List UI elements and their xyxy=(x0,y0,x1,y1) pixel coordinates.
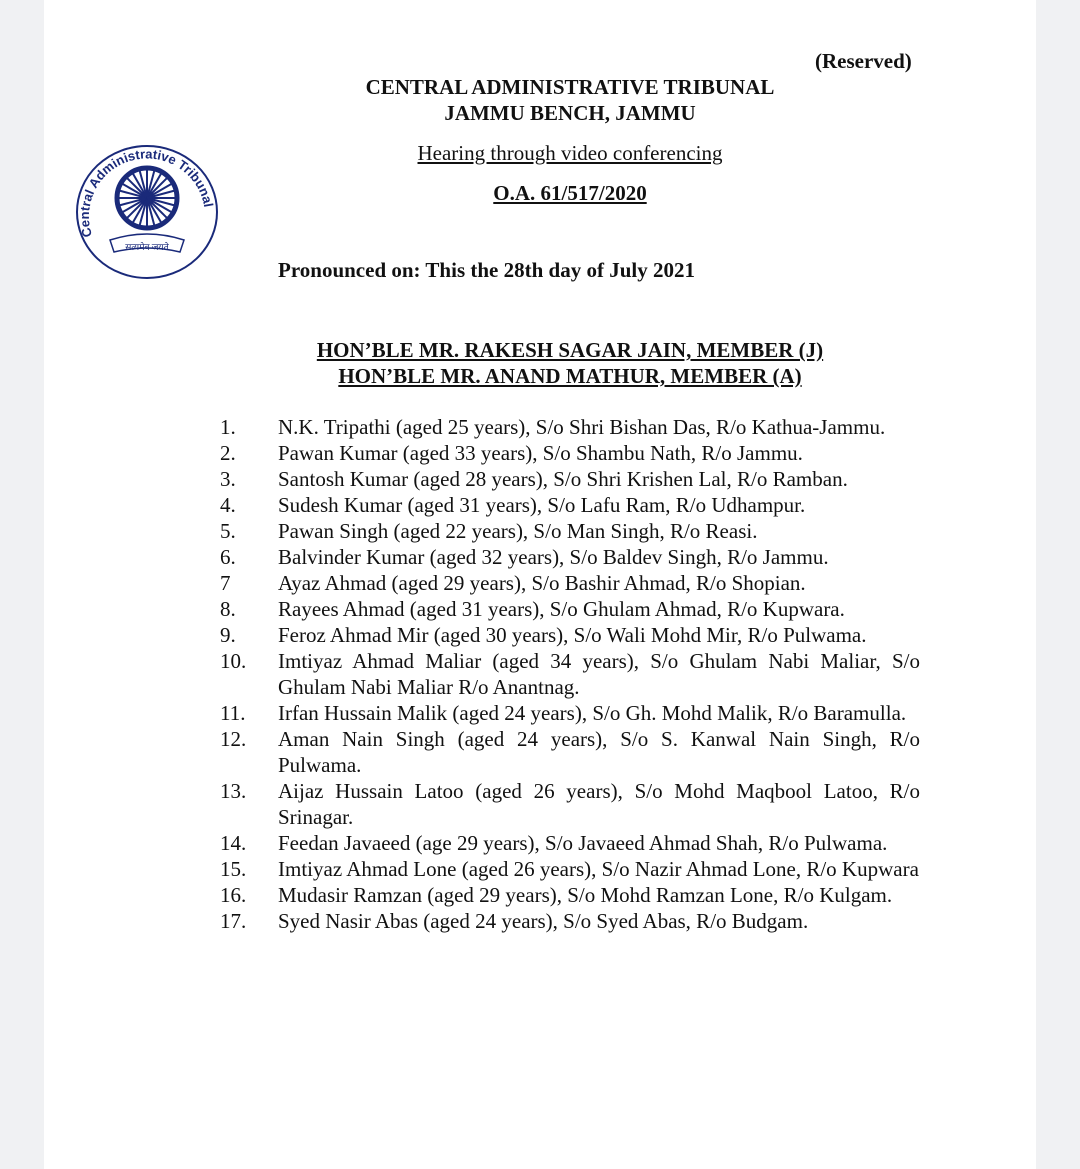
item-number: 5. xyxy=(220,519,236,543)
applicant-item xyxy=(220,492,920,518)
applicant-text: Feroz Ahmad Mir (aged 30 years), S/o Wali Mohd Mir, R/o Pulwama. xyxy=(278,623,867,647)
applicant-item xyxy=(220,440,920,466)
applicant-item xyxy=(220,466,920,492)
applicant-item xyxy=(220,544,920,570)
applicant-item xyxy=(220,622,920,648)
applicant-item xyxy=(220,830,920,856)
applicant-text: Aijaz Hussain Latoo (aged 26 years), S/o Mohd Maqbool Latoo, R/o Srinagar. xyxy=(278,779,920,829)
applicant-text: Balvinder Kumar (aged 32 years), S/o Baldev Singh, R/o Jammu. xyxy=(278,545,829,569)
item-number: 14. xyxy=(220,831,247,855)
bench-member-1: HON’BLE MR. RAKESH SAGAR JAIN, MEMBER (J) xyxy=(316,338,824,362)
applicant-item xyxy=(220,414,920,440)
applicant-item xyxy=(220,882,920,908)
applicant-item xyxy=(220,518,920,544)
bench-member-2: HON’BLE MR. ANAND MATHUR, MEMBER (A) xyxy=(338,364,802,388)
item-number: 15. xyxy=(220,857,247,881)
applicant-item xyxy=(220,778,920,830)
bench-location: JAMMU BENCH, JAMMU xyxy=(444,101,696,125)
applicants-list xyxy=(220,414,920,934)
applicant-text: Aman Nain Singh (aged 24 years), S/o S. Kanwal Nain Singh, R/o Pulwama. xyxy=(278,727,920,777)
item-number: 10. xyxy=(220,649,247,673)
applicant-item xyxy=(220,856,920,882)
item-number: 17. xyxy=(220,909,247,933)
applicant-item xyxy=(220,570,920,596)
tribunal-seal-logo xyxy=(72,140,222,280)
applicant-text: Mudasir Ramzan (aged 29 years), S/o Mohd Ramzan Lone, R/o Kulgam. xyxy=(278,883,893,907)
applicant-text: Imtiyaz Ahmad Maliar (aged 34 years), S/o Ghulam Nabi Maliar, S/o Ghulam Nabi Maliar R/o Anantnag. xyxy=(278,649,920,699)
applicant-text: Irfan Hussain Malik (aged 24 years), S/o Gh. Mohd Malik, R/o Baramulla. xyxy=(278,701,907,725)
applicant-text: Feedan Javaeed (age 29 years), S/o Javaeed Ahmad Shah, R/o Pulwama. xyxy=(278,831,888,855)
item-number: 9. xyxy=(220,623,236,647)
svg-text:Central Administrative Tribuna: Central Administrative Tribunal xyxy=(76,146,217,239)
item-number: 11. xyxy=(220,701,246,725)
item-number: 8. xyxy=(220,597,236,621)
case-number: O.A. 61/517/2020 xyxy=(493,181,647,205)
hearing-mode: Hearing through video conferencing xyxy=(417,141,723,165)
item-number: 12. xyxy=(220,727,247,751)
applicant-item xyxy=(220,700,920,726)
item-number: 6. xyxy=(220,545,236,569)
pronounced-date: Pronounced on: This the 28th day of July 2021 xyxy=(278,258,695,282)
applicant-text: N.K. Tripathi (aged 25 years), S/o Shri Bishan Das, R/o Kathua-Jammu. xyxy=(278,415,886,439)
applicant-text: Syed Nasir Abas (aged 24 years), S/o Syed Abas, R/o Budgam. xyxy=(278,909,809,933)
item-number: 3. xyxy=(220,467,236,491)
applicant-text: Ayaz Ahmad (aged 29 years), S/o Bashir Ahmad, R/o Shopian. xyxy=(278,571,806,595)
applicant-item xyxy=(220,648,920,700)
applicant-text: Pawan Singh (aged 22 years), S/o Man Singh, R/o Reasi. xyxy=(278,519,758,543)
applicant-item xyxy=(220,726,920,778)
item-number: 13. xyxy=(220,779,247,803)
applicant-text: Imtiyaz Ahmad Lone (aged 26 years), S/o Nazir Ahmad Lone, R/o Kupwara xyxy=(278,857,919,881)
applicant-text: Sudesh Kumar (aged 31 years), S/o Lafu Ram, R/o Udhampur. xyxy=(278,493,806,517)
item-number: 7 xyxy=(220,571,231,595)
item-number: 2. xyxy=(220,441,236,465)
reserved-label: (Reserved) xyxy=(815,49,912,73)
applicant-text: Rayees Ahmad (aged 31 years), S/o Ghulam Ahmad, R/o Kupwara. xyxy=(278,597,845,621)
applicant-item xyxy=(220,908,920,934)
tribunal-title: CENTRAL ADMINISTRATIVE TRIBUNAL xyxy=(365,75,775,99)
item-number: 16. xyxy=(220,883,247,907)
item-number: 1. xyxy=(220,415,236,439)
item-number: 4. xyxy=(220,493,236,517)
applicant-text: Pawan Kumar (aged 33 years), S/o Shambu Nath, R/o Jammu. xyxy=(278,441,803,465)
svg-text:सत्यमेव जयते: सत्यमेव जयते xyxy=(125,242,169,252)
applicant-item xyxy=(220,596,920,622)
applicant-text: Santosh Kumar (aged 28 years), S/o Shri Krishen Lal, R/o Ramban. xyxy=(278,467,848,491)
